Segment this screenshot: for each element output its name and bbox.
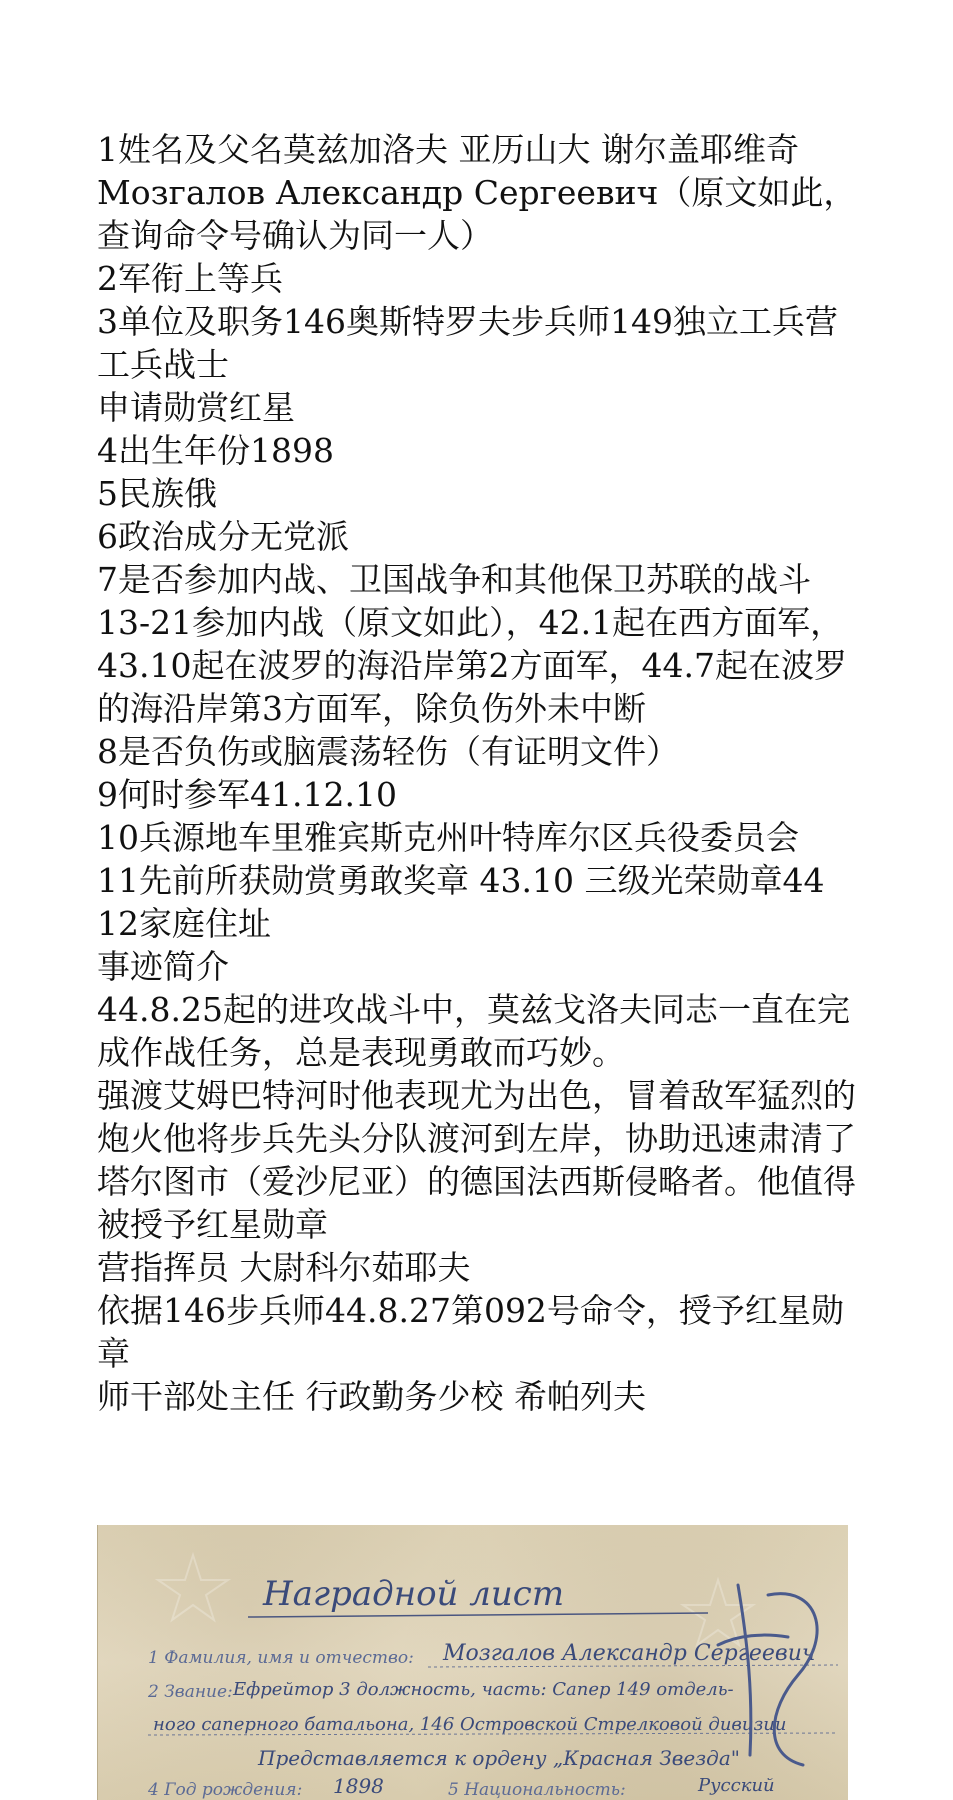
scan-line3-value: ного саперного батальона, 146 Островской Стрелковой дивизии [153, 1714, 787, 1735]
field-award-requested: 申请勋赏红星 [97, 388, 295, 427]
field-home-address: 12家庭住址 [97, 904, 271, 943]
scan-line5b-value: Русский [698, 1775, 775, 1796]
field-combat-service: 7是否参加内战、卫国战争和其他保卫苏联的战斗13-21参加内战（原文如此），42.1起在西方面军，43.10起在波罗的海沿岸第2方面军，44.7起在波罗的海沿岸第3方面军，除负伤外未中断 [97, 560, 847, 728]
battalion-commander: 营指挥员 大尉科尔茹耶夫 [97, 1248, 471, 1287]
scan-line2-value: Ефрейтор 3 должность, часть: Сапер 149 отдель- [233, 1679, 734, 1700]
scan-line1-label: 1 Фамилия, имя и отчество: [148, 1648, 414, 1668]
field-previous-awards: 11先前所获勋赏勇敢奖章 43.10 三级光荣勋章44 [97, 861, 825, 900]
scan-line1-value: Мозгалов Александр Сергеевич [443, 1641, 816, 1666]
scan-line5-label: 4 Год рождения: [148, 1780, 303, 1800]
field-wounds: 8是否负伤或脑震荡轻伤（有证明文件） [97, 732, 679, 771]
field-unit: 3单位及职务146奥斯特罗夫步兵师149独立工兵营工兵战士 [97, 302, 838, 384]
award-order: 依据146步兵师44.8.27第092号命令，授予红星勋章 [97, 1291, 844, 1373]
field-party: 6政治成分无党派 [97, 517, 349, 556]
scan-line2-label: 2 Звание: [148, 1682, 233, 1702]
field-nationality: 5民族俄 [97, 474, 217, 513]
field-conscription-office: 10兵源地车里雅宾斯克州叶特库尔区兵役委员会 [97, 818, 799, 857]
archival-document-scan [97, 1525, 848, 1800]
handwritten-annotation-icon [718, 1585, 817, 1765]
scan-line5-value: 1898 [333, 1774, 384, 1798]
section-summary-heading: 事迹简介 [97, 947, 229, 986]
field-birth-year: 4出生年份1898 [97, 431, 334, 470]
field-rank: 2军衔上等兵 [97, 259, 283, 298]
summary-paragraph-2: 强渡艾姆巴特河时他表现尤为出色，冒着敌军猛烈的炮火他将步兵先头分队渡河到左岸，协助迅速肃清了塔尔图市（爱沙尼亚）的德国法西斯侵略者。他值得被授予红星勋章 [97, 1076, 856, 1244]
field-enlistment: 9何时参军41.12.10 [97, 775, 397, 814]
document-body [97, 128, 857, 1418]
division-personnel-chief: 师干部处主任 行政勤务少校 希帕列夫 [97, 1377, 646, 1416]
summary-paragraph-1: 44.8.25起的进攻战斗中，莫兹戈洛夫同志一直在完成作战任务，总是表现勇敢而巧妙。 [97, 990, 850, 1072]
scan-line5b-label: 5 Национальность: [448, 1780, 626, 1800]
scan-line4-value: Представляется к ордену „Красная Звезда" [258, 1746, 740, 1770]
field-name-russian: Мозгалов Александр Сергеевич（原文如此，查询命令号确认为同一人） [97, 173, 857, 255]
field-name: 1姓名及父名莫兹加洛夫 亚历山大 谢尔盖耶维奇 [97, 130, 799, 169]
scan-title: Наградной лист [263, 1574, 565, 1614]
